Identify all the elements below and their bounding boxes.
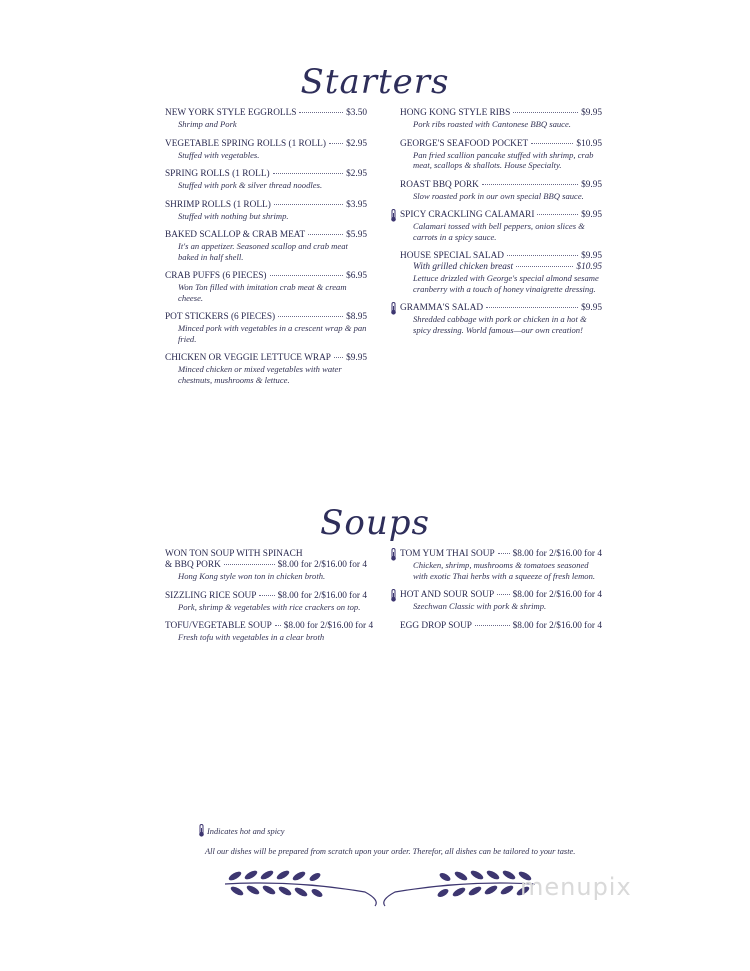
menu-item: [400, 251, 602, 294]
item-name: BAKED SCALLOP & CRAB MEAT: [165, 230, 306, 240]
menu-item: [165, 230, 367, 262]
item-description: Chicken, shrimp, mushrooms & tomatoes seasoned with exotic Thai herbs with a squeeze of fresh lemon.: [413, 560, 596, 581]
item-price: $5.95: [346, 230, 367, 240]
item-price: $9.95: [581, 251, 602, 261]
hot-spicy-thermometer-icon: [390, 209, 397, 222]
item-name: POT STICKERS (6 PIECES): [165, 312, 276, 322]
item-name-line1: WON TON SOUP WITH SPINACH: [165, 549, 303, 559]
item-name: VEGETABLE SPRING ROLLS (1 ROLL): [165, 138, 326, 149]
item-description: It's an appetizer. Seasoned scallop and crab meat baked in half shell.: [178, 241, 348, 262]
menu-item: [165, 108, 367, 130]
soups-right-column: [400, 549, 602, 641]
menu-item: [400, 549, 602, 581]
item-name: HOUSE SPECIAL SALAD: [400, 251, 504, 261]
item-description: Pork, shrimp & vegetables with rice crackers on top.: [178, 601, 361, 612]
item-description: Pan fried scallion pancake stuffed with shrimp, crab meat, scallops & shallots. House Specialty.: [413, 149, 594, 170]
item-name: SPICY CRACKLING CALAMARI: [400, 210, 535, 220]
item-option-price: $10.95: [576, 262, 602, 272]
item-description: Szechwan Classic with pork & shrimp.: [413, 601, 547, 611]
soups-left-column: [165, 549, 374, 652]
menu-item: [165, 353, 367, 385]
item-price: $8.00 for 2/$16.00 for 4: [283, 621, 374, 631]
item-name: GEORGE'S SEAFOOD POCKET: [400, 138, 529, 149]
item-description: Calamari tossed with bell peppers, onion slices & carrots in a spicy sauce.: [413, 221, 585, 242]
item-description: Shrimp and Pork: [178, 119, 237, 129]
item-price: $2.95: [346, 169, 367, 179]
item-price: $10.95: [576, 138, 602, 149]
item-description: Won Ton filled with imitation crab meat & cream cheese.: [178, 282, 347, 303]
starters-title: Starters: [300, 62, 450, 102]
item-description: Stuffed with pork & silver thread noodles.: [178, 180, 323, 190]
menu-item: [165, 591, 367, 613]
item-description: Hong Kong style won ton in chicken broth.: [178, 571, 326, 581]
item-name: TOFU/VEGETABLE SOUP: [165, 621, 272, 631]
item-name: TOM YUM THAI SOUP: [400, 549, 495, 559]
item-name: GRAMMA'S SALAD: [400, 303, 484, 313]
item-name: CRAB PUFFS (6 PIECES): [165, 271, 267, 281]
menu-item: [400, 303, 602, 335]
menu-item: [400, 108, 602, 130]
menu-item: [400, 210, 602, 242]
item-price: $8.00 for 2/$16.00 for 4: [277, 560, 367, 570]
starters-left-column: [165, 108, 367, 394]
item-description: Minced pork with vegetables in a crescent wrap & pan fried.: [178, 323, 367, 344]
legend-thermometer-icon: [198, 824, 205, 837]
hot-spicy-thermometer-icon: [390, 589, 397, 602]
item-price: $8.00 for 2/$16.00 for 4: [277, 590, 367, 601]
item-price: $9.95: [581, 303, 602, 313]
starters-right-column: [400, 108, 602, 344]
item-price: $2.95: [346, 138, 367, 149]
item-name: SHRIMP ROLLS (1 ROLL): [165, 199, 271, 210]
item-price: $9.95: [581, 210, 602, 220]
item-description: Pork ribs roasted with Cantonese BBQ sauce.: [413, 119, 571, 129]
item-name: & BBQ PORK: [165, 560, 221, 570]
item-name: EGG DROP SOUP: [400, 620, 472, 631]
menu-item: [165, 621, 374, 643]
legend-text: Indicates hot and spicy: [207, 827, 285, 836]
item-price: $9.95: [581, 108, 602, 118]
item-price: $9.95: [346, 353, 367, 363]
item-price: $8.00 for 2/$16.00 for 4: [512, 620, 602, 631]
item-description: Stuffed with vegetables.: [178, 149, 260, 160]
item-description: Stuffed with nothing but shrimp.: [178, 210, 289, 221]
item-price: $3.95: [346, 199, 367, 210]
item-price: $9.95: [581, 179, 602, 190]
soups-title: Soups: [320, 503, 430, 543]
item-name: NEW YORK STYLE EGGROLLS: [165, 108, 297, 118]
item-price: $6.95: [346, 271, 367, 281]
item-option-name: With grilled chicken breast: [413, 262, 514, 272]
item-price: $8.00 for 2/$16.00 for 4: [512, 549, 602, 559]
hot-spicy-thermometer-icon: [390, 548, 397, 561]
menu-item: [400, 621, 602, 632]
item-description: Fresh tofu with vegetables in a clear broth: [178, 632, 325, 642]
item-name: ROAST BBQ PORK: [400, 179, 479, 190]
menu-item: [165, 549, 367, 582]
menu-item: [165, 312, 367, 344]
item-description: Lettuce drizzled with George's special almond sesame cranberry with a touch of honey vinaigrette dressing.: [413, 273, 599, 294]
item-price: $3.50: [346, 108, 367, 118]
item-name: HONG KONG STYLE RIBS: [400, 108, 511, 118]
hot-spicy-thermometer-icon: [390, 302, 397, 315]
menu-item: [165, 271, 367, 303]
footer-note: All our dishes will be prepared from scratch upon your order. Therefor, all dishes can be tailored to your taste.: [205, 847, 576, 856]
item-description: Shredded cabbage with pork or chicken in a hot & spicy dressing. World famous—our own creation!: [413, 314, 587, 335]
menu-item: [165, 200, 367, 222]
item-price: $8.00 for 2/$16.00 for 4: [512, 590, 602, 600]
watermark: menupix: [520, 873, 632, 901]
menu-item: [400, 139, 602, 171]
menu-item: [400, 180, 602, 202]
item-name: HOT AND SOUR SOUP: [400, 590, 495, 600]
laurel-branch-ornament-icon: [215, 866, 545, 908]
item-description: Slow roasted pork in our own special BBQ sauce.: [413, 190, 584, 201]
item-name: CHICKEN OR VEGGIE LETTUCE WRAP: [165, 353, 331, 363]
menu-item: [165, 169, 367, 191]
item-price: $8.95: [346, 312, 367, 322]
item-name: SIZZLING RICE SOUP: [165, 590, 257, 601]
menu-item: [400, 590, 602, 612]
item-name: SPRING ROLLS (1 ROLL): [165, 169, 270, 179]
menu-item: [165, 139, 367, 161]
item-description: Minced chicken or mixed vegetables with water chestnuts, mushrooms & lettuce.: [178, 364, 342, 385]
